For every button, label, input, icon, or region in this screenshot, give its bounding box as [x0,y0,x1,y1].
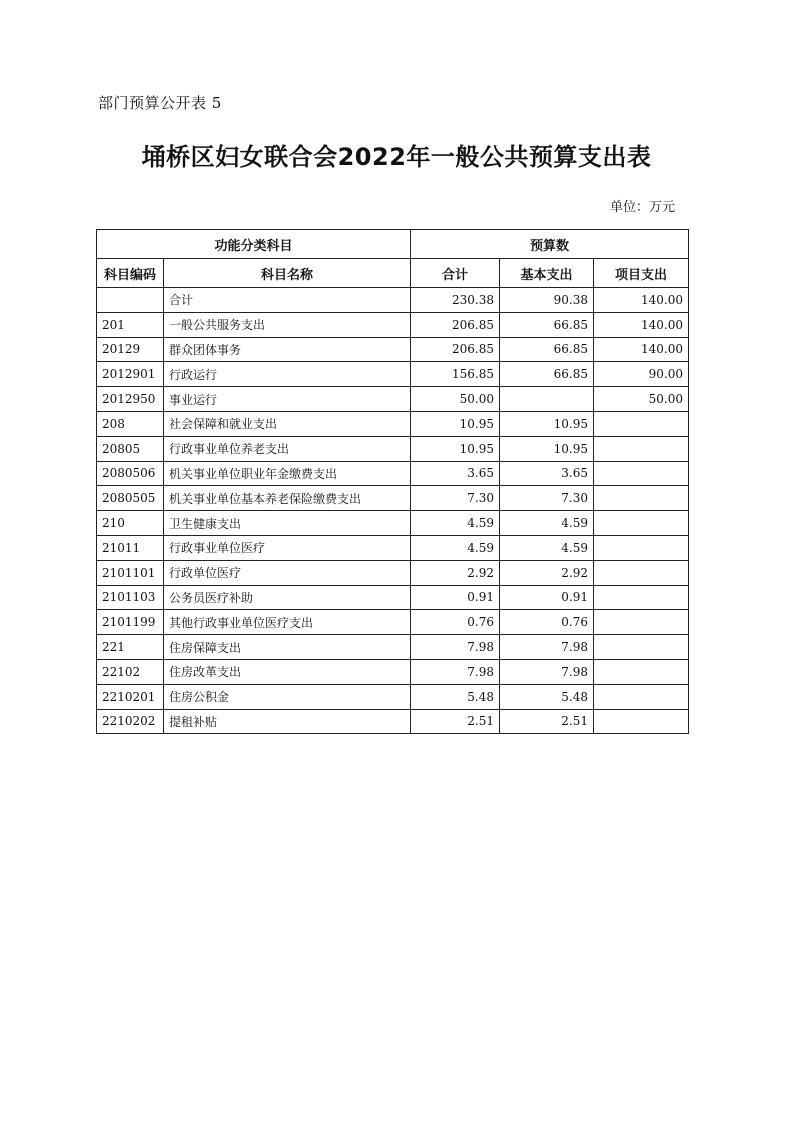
cell-basic: 2.51 [500,709,594,734]
table-row [97,387,689,412]
cell-name: 合计 [164,288,411,313]
cell-total: 10.95 [411,436,500,461]
cell-total: 0.76 [411,610,500,635]
cell-project [594,610,689,635]
cell-code: 2101103 [97,585,164,610]
cell-basic: 7.98 [500,635,594,660]
cell-project [594,461,689,486]
table-body [97,288,689,734]
cell-code: 2080506 [97,461,164,486]
cell-project: 140.00 [594,288,689,313]
cell-basic: 10.95 [500,411,594,436]
column-header-total: 合计 [411,259,500,288]
cell-project [594,436,689,461]
cell-code: 20805 [97,436,164,461]
cell-basic [500,387,594,412]
table-row [97,337,689,362]
table-row [97,560,689,585]
cell-code: 2012901 [97,362,164,387]
table-row [97,684,689,709]
cell-code: 2101101 [97,560,164,585]
cell-name: 住房保障支出 [164,635,411,660]
cell-project: 140.00 [594,312,689,337]
cell-total: 0.91 [411,585,500,610]
cell-basic: 0.76 [500,610,594,635]
cell-name: 卫生健康支出 [164,511,411,536]
table-row [97,635,689,660]
cell-name: 公务员医疗补助 [164,585,411,610]
cell-name: 事业运行 [164,387,411,412]
cell-name: 群众团体事务 [164,337,411,362]
cell-name: 一般公共服务支出 [164,312,411,337]
cell-basic: 66.85 [500,337,594,362]
cell-project: 50.00 [594,387,689,412]
table-row [97,659,689,684]
cell-project [594,411,689,436]
cell-code: 221 [97,635,164,660]
column-header-row [97,259,689,288]
cell-project [594,486,689,511]
cell-project [594,709,689,734]
cell-project [594,585,689,610]
cell-code: 20129 [97,337,164,362]
budget-table [96,229,689,734]
cell-code [97,288,164,313]
column-header-code: 科目编码 [97,259,164,288]
table-row [97,461,689,486]
column-header-basic: 基本支出 [500,259,594,288]
cell-total: 4.59 [411,511,500,536]
cell-basic: 0.91 [500,585,594,610]
group-header-budget-amount: 预算数 [411,230,689,259]
cell-code: 2210201 [97,684,164,709]
group-header-row [97,230,689,259]
cell-name: 行政事业单位养老支出 [164,436,411,461]
table-row [97,610,689,635]
cell-name: 其他行政事业单位医疗支出 [164,610,411,635]
cell-basic: 3.65 [500,461,594,486]
cell-total: 230.38 [411,288,500,313]
cell-name: 行政事业单位医疗 [164,535,411,560]
cell-total: 156.85 [411,362,500,387]
cell-name: 社会保障和就业支出 [164,411,411,436]
cell-total: 7.30 [411,486,500,511]
cell-code: 2101199 [97,610,164,635]
cell-total: 206.85 [411,312,500,337]
table-row [97,312,689,337]
cell-basic: 4.59 [500,511,594,536]
cell-code: 2210202 [97,709,164,734]
cell-name: 行政运行 [164,362,411,387]
cell-total: 2.92 [411,560,500,585]
cell-name: 住房公积金 [164,684,411,709]
cell-name: 机关事业单位基本养老保险缴费支出 [164,486,411,511]
cell-basic: 66.85 [500,312,594,337]
cell-basic: 90.38 [500,288,594,313]
cell-name: 机关事业单位职业年金缴费支出 [164,461,411,486]
cell-code: 208 [97,411,164,436]
column-header-name: 科目名称 [164,259,411,288]
unit-label: 单位：万元 [609,200,675,215]
table-row [97,709,689,734]
table-row [97,436,689,461]
cell-name: 住房改革支出 [164,659,411,684]
cell-total: 2.51 [411,709,500,734]
table-row [97,535,689,560]
column-header-project: 项目支出 [594,259,689,288]
cell-code: 2012950 [97,387,164,412]
cell-project: 140.00 [594,337,689,362]
cell-basic: 5.48 [500,684,594,709]
cell-code: 210 [97,511,164,536]
cell-total: 3.65 [411,461,500,486]
table-row [97,362,689,387]
cell-basic: 4.59 [500,535,594,560]
cell-code: 2080505 [97,486,164,511]
cell-project [594,684,689,709]
cell-code: 201 [97,312,164,337]
cell-name: 提租补贴 [164,709,411,734]
cell-total: 5.48 [411,684,500,709]
cell-project [594,511,689,536]
table-row [97,585,689,610]
cell-code: 21011 [97,535,164,560]
table-row [97,288,689,313]
page-title: 埇桥区妇女联合会2022年一般公共预算支出表 [141,143,652,171]
cell-project [594,535,689,560]
cell-basic: 7.30 [500,486,594,511]
table-row [97,411,689,436]
cell-total: 7.98 [411,635,500,660]
cell-project: 90.00 [594,362,689,387]
cell-code: 22102 [97,659,164,684]
cell-total: 7.98 [411,659,500,684]
cell-name: 行政单位医疗 [164,560,411,585]
cell-total: 10.95 [411,411,500,436]
cell-project [594,635,689,660]
document-label: 部门预算公开表 5 [98,94,222,112]
group-header-function-category: 功能分类科目 [97,230,411,259]
cell-total: 206.85 [411,337,500,362]
cell-basic: 66.85 [500,362,594,387]
cell-basic: 2.92 [500,560,594,585]
cell-total: 50.00 [411,387,500,412]
cell-project [594,659,689,684]
table-row [97,486,689,511]
table-row [97,511,689,536]
cell-project [594,560,689,585]
cell-basic: 10.95 [500,436,594,461]
cell-basic: 7.98 [500,659,594,684]
cell-total: 4.59 [411,535,500,560]
